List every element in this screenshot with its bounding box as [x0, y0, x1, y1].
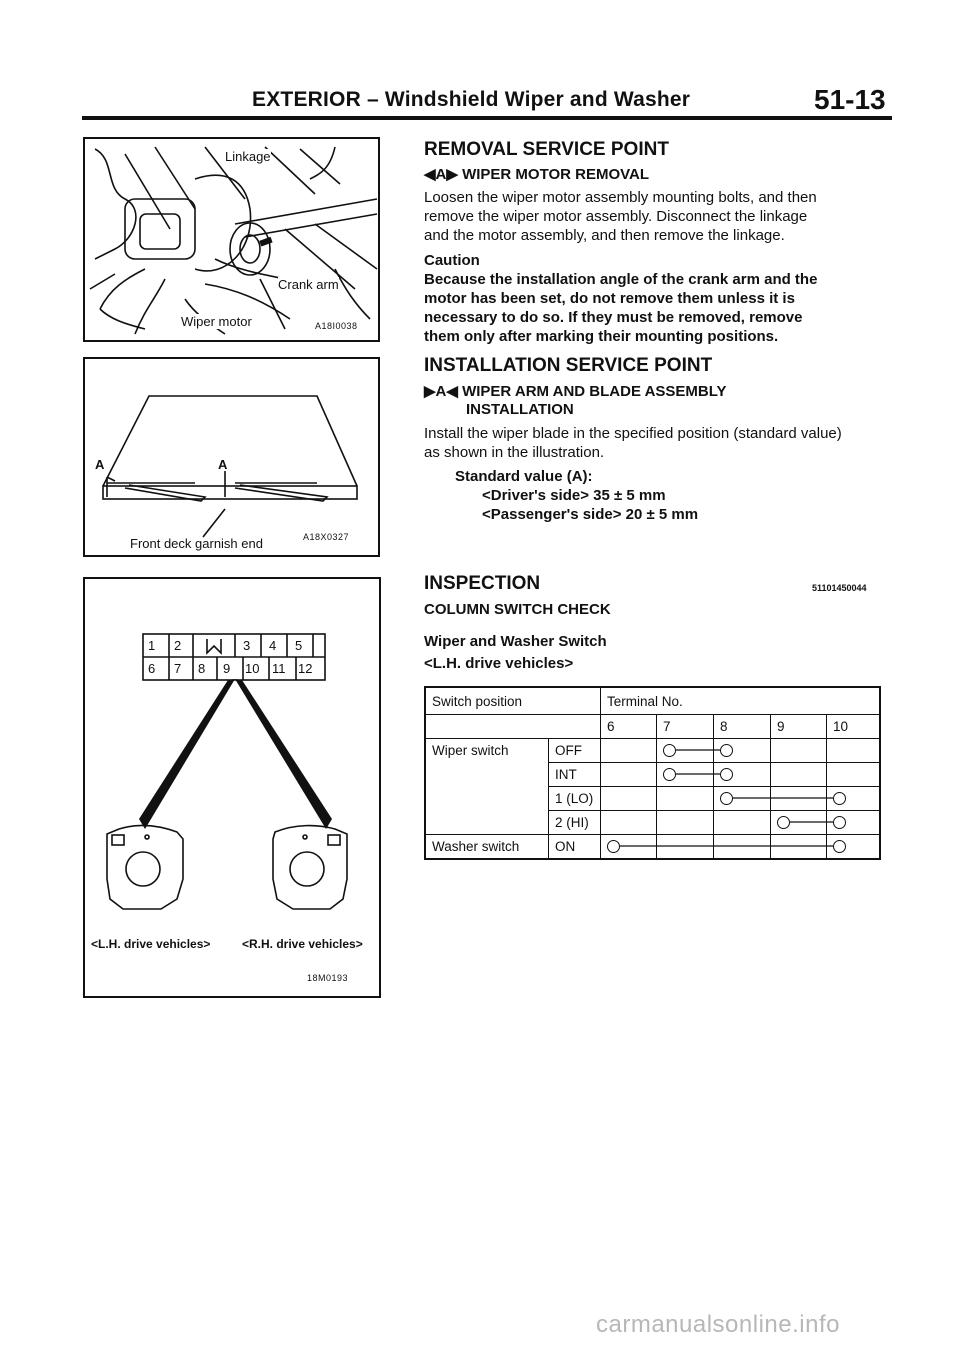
text-line: and the motor assembly, and then remove the linkage. — [424, 227, 785, 244]
table-subtitle: <L.H. drive vehicles> — [424, 655, 574, 672]
cell — [771, 739, 827, 763]
standard-value-passenger: <Passenger's side> 20 ± 5 mm — [482, 506, 699, 523]
pin-1: 1 — [148, 638, 156, 653]
table-title: Wiper and Washer Switch — [424, 633, 607, 650]
standard-value-title: Standard value (A): — [455, 468, 593, 485]
pin-7: 7 — [174, 661, 182, 676]
deck-garnish-figure — [83, 357, 380, 557]
installation-paragraph — [424, 424, 894, 462]
cell — [714, 787, 771, 811]
switch-check-table — [424, 686, 881, 860]
blank-cell — [425, 715, 601, 739]
wiper-switch-group: Wiper switch — [425, 739, 549, 835]
cell — [714, 811, 771, 835]
text-line: them only after marking their mounting positions. — [424, 328, 779, 345]
windshield-illustration — [85, 359, 378, 555]
continuity-circle — [720, 768, 733, 781]
continuity-circle — [720, 744, 733, 757]
pin-10: 10 — [245, 661, 260, 676]
label-a-left: A — [95, 457, 105, 472]
lh-drive-label: <L.H. drive vehicles> — [91, 937, 211, 951]
removal-paragraph — [424, 188, 884, 245]
pin-6: 6 — [148, 661, 156, 676]
cell — [771, 787, 827, 811]
cell — [601, 763, 657, 787]
cell — [657, 763, 714, 787]
standard-value-driver: <Driver's side> 35 ± 5 mm — [482, 487, 666, 504]
cell — [827, 811, 881, 835]
label-a-right: A — [218, 457, 228, 472]
inspection-heading: INSPECTION — [424, 573, 541, 594]
cell — [771, 811, 827, 835]
removal-subheading — [424, 165, 649, 183]
terminal-7: 7 — [657, 715, 714, 739]
text-line: Because the installation angle of the crank arm and the — [424, 271, 818, 288]
connector-figure — [83, 577, 381, 998]
position-hi: 2 (HI) — [549, 811, 601, 835]
position-int: INT — [549, 763, 601, 787]
installation-marker: ▶A◀ — [424, 383, 458, 400]
linkage-label: Linkage — [225, 149, 271, 164]
cell — [714, 739, 771, 763]
terminal-10: 10 — [827, 715, 881, 739]
continuity-circle — [777, 816, 790, 829]
table-row — [425, 835, 880, 860]
continuity-circle — [663, 768, 676, 781]
figure-code: A18X0327 — [303, 532, 350, 542]
position-lo: 1 (LO) — [549, 787, 601, 811]
cell — [657, 739, 714, 763]
rh-drive-label: <R.H. drive vehicles> — [242, 937, 363, 951]
text-line: as shown in the illustration. — [424, 444, 605, 461]
terminal-8: 8 — [714, 715, 771, 739]
text-line: remove the wiper motor assembly. Disconnect the linkage — [424, 208, 808, 225]
column-switch-heading: COLUMN SWITCH CHECK — [424, 601, 611, 618]
installation-subheading-text: WIPER ARM AND BLADE ASSEMBLY — [462, 383, 727, 400]
continuity-circle — [720, 792, 733, 805]
continuity-circle — [663, 744, 676, 757]
figure-code: A18I0038 — [315, 321, 358, 331]
garnish-label: Front deck garnish end — [130, 536, 263, 551]
caution-title: Caution — [424, 252, 480, 269]
cell — [601, 811, 657, 835]
washer-switch-group: Washer switch — [425, 835, 549, 860]
pin-11: 11 — [272, 661, 286, 676]
inspection-code: 51101450044 — [812, 583, 867, 593]
cell — [657, 787, 714, 811]
terminal-6: 6 — [601, 715, 657, 739]
wiper-motor-label: Wiper motor — [181, 314, 252, 329]
header-rule — [82, 116, 892, 120]
removal-subheading-text: WIPER MOTOR REMOVAL — [462, 166, 650, 183]
position-off: OFF — [549, 739, 601, 763]
cell — [657, 811, 714, 835]
cell — [827, 787, 881, 811]
terminal-9: 9 — [771, 715, 827, 739]
continuity-circle — [833, 840, 846, 853]
cell — [657, 835, 714, 860]
pin-4: 4 — [269, 638, 277, 653]
watermark: carmanualsonline.info — [596, 1311, 840, 1338]
cell — [771, 835, 827, 860]
cell — [601, 787, 657, 811]
table-row — [425, 739, 880, 763]
crank-arm-label: Crank arm — [278, 277, 339, 292]
continuity-circle — [607, 840, 620, 853]
page-title: EXTERIOR – Windshield Wiper and Washer — [252, 88, 691, 111]
page-number: 51-13 — [814, 84, 886, 115]
switch-position-header: Switch position — [425, 687, 601, 715]
text-line: Install the wiper blade in the specified position (standard value) — [424, 425, 842, 442]
installation-subheading-line2: INSTALLATION — [466, 401, 574, 418]
text-line: Loosen the wiper motor assembly mounting bolts, and then — [424, 189, 817, 206]
pin-8: 8 — [198, 661, 206, 676]
caution-block — [424, 251, 894, 346]
cell — [601, 835, 657, 860]
wiper-motor-illustration — [85, 139, 378, 340]
pin-12: 12 — [298, 661, 313, 676]
cell — [827, 763, 881, 787]
position-on: ON — [549, 835, 601, 860]
terminal-header: Terminal No. — [601, 687, 881, 715]
removal-heading: REMOVAL SERVICE POINT — [424, 139, 669, 160]
text-line: motor has been set, do not remove them unless it is — [424, 290, 795, 307]
cell — [827, 739, 881, 763]
cell — [714, 835, 771, 860]
terminal-number-row — [425, 715, 880, 739]
cell — [714, 763, 771, 787]
continuity-circle — [833, 792, 846, 805]
column-switch-illustration — [85, 579, 379, 996]
continuity-circle — [833, 816, 846, 829]
wiper-motor-figure — [83, 137, 380, 342]
pin-3: 3 — [243, 638, 251, 653]
cell — [827, 835, 881, 860]
figure-code: 18M0193 — [307, 973, 349, 983]
cell — [771, 763, 827, 787]
installation-subheading — [424, 382, 727, 400]
pin-5: 5 — [295, 638, 303, 653]
installation-heading: INSTALLATION SERVICE POINT — [424, 355, 713, 376]
pin-2: 2 — [174, 638, 182, 653]
cell — [601, 739, 657, 763]
text-line: necessary to do so. If they must be removed, remove — [424, 309, 803, 326]
pin-9: 9 — [223, 661, 231, 676]
table-header-row — [425, 687, 880, 715]
removal-marker: ◀A▶ — [424, 166, 458, 183]
